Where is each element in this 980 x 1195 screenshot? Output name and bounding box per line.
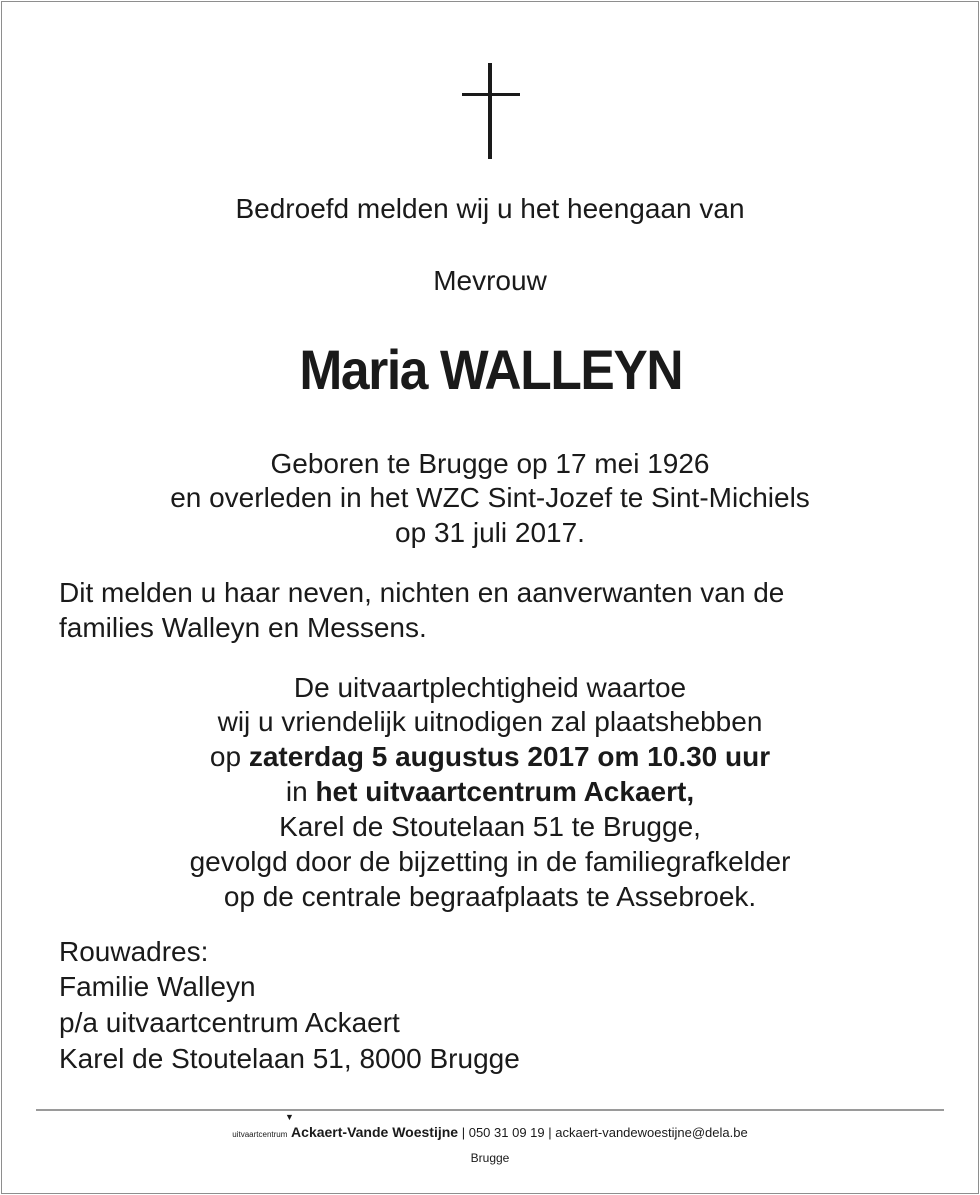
address-heading: Rouwadres: — [59, 936, 209, 967]
intro-text: Bedroefd melden wij u het heengaan van — [235, 193, 745, 224]
ceremony-date-prefix: op — [209, 741, 249, 772]
ceremony-date-line — [0, 740, 980, 774]
address-line: Karel de Stoutelaan 51, 8000 Brugge — [59, 1043, 520, 1074]
cross-icon — [461, 63, 521, 159]
funeral-home-footer — [0, 1112, 980, 1147]
ceremony-location: het uitvaartcentrum Ackaert, — [315, 776, 695, 807]
footer-separator: | — [548, 1125, 552, 1140]
ceremony-line: De uitvaartplechtigheid waartoe — [293, 672, 687, 703]
ceremony-date: zaterdag 5 augustus 2017 om 10.30 uur — [248, 741, 771, 772]
title-text: Mevrouw — [433, 265, 547, 296]
footer-prefix: uitvaartcentrum — [232, 1130, 288, 1139]
triangle-marker-icon: ▼ — [285, 1112, 294, 1122]
funeral-home-name — [285, 1112, 459, 1140]
deceased-name: Maria WALLEYN — [299, 338, 683, 401]
ceremony-location-line — [0, 775, 980, 809]
birth-line: Geboren te Brugge op 17 mei 1926 — [270, 448, 710, 479]
ceremony-line: wij u vriendelijk uitnodigen zal plaatshebben — [217, 706, 763, 737]
footer-divider — [36, 1109, 944, 1111]
address-line: Familie Walleyn — [59, 971, 256, 1002]
address-line: p/a uitvaartcentrum Ackaert — [59, 1007, 400, 1038]
announced-by-line: families Walleyn en Messens. — [59, 612, 427, 643]
footer-phone: 050 31 09 19 — [468, 1125, 545, 1140]
ceremony-line: gevolgd door de bijzetting in de familiegrafkelder — [189, 846, 791, 877]
footer-separator: | — [461, 1125, 466, 1140]
ceremony-line: Karel de Stoutelaan 51 te Brugge, — [279, 811, 701, 842]
ceremony-line: op de centrale begraafplaats te Assebroek. — [223, 881, 757, 912]
death-place-line: en overleden in het WZC Sint-Jozef te Sint-Michiels — [170, 482, 810, 513]
funeral-home-brand: Ackaert-Vande Woestijne — [291, 1124, 459, 1140]
footer-email[interactable]: ackaert-vandewoestijne@dela.be — [555, 1125, 748, 1140]
announced-by-line: Dit melden u haar neven, nichten en aanverwanten van de — [59, 577, 785, 608]
death-date-line: op 31 juli 2017. — [395, 517, 585, 548]
ceremony-location-prefix: in — [285, 776, 316, 807]
footer-city: Brugge — [470, 1151, 510, 1165]
